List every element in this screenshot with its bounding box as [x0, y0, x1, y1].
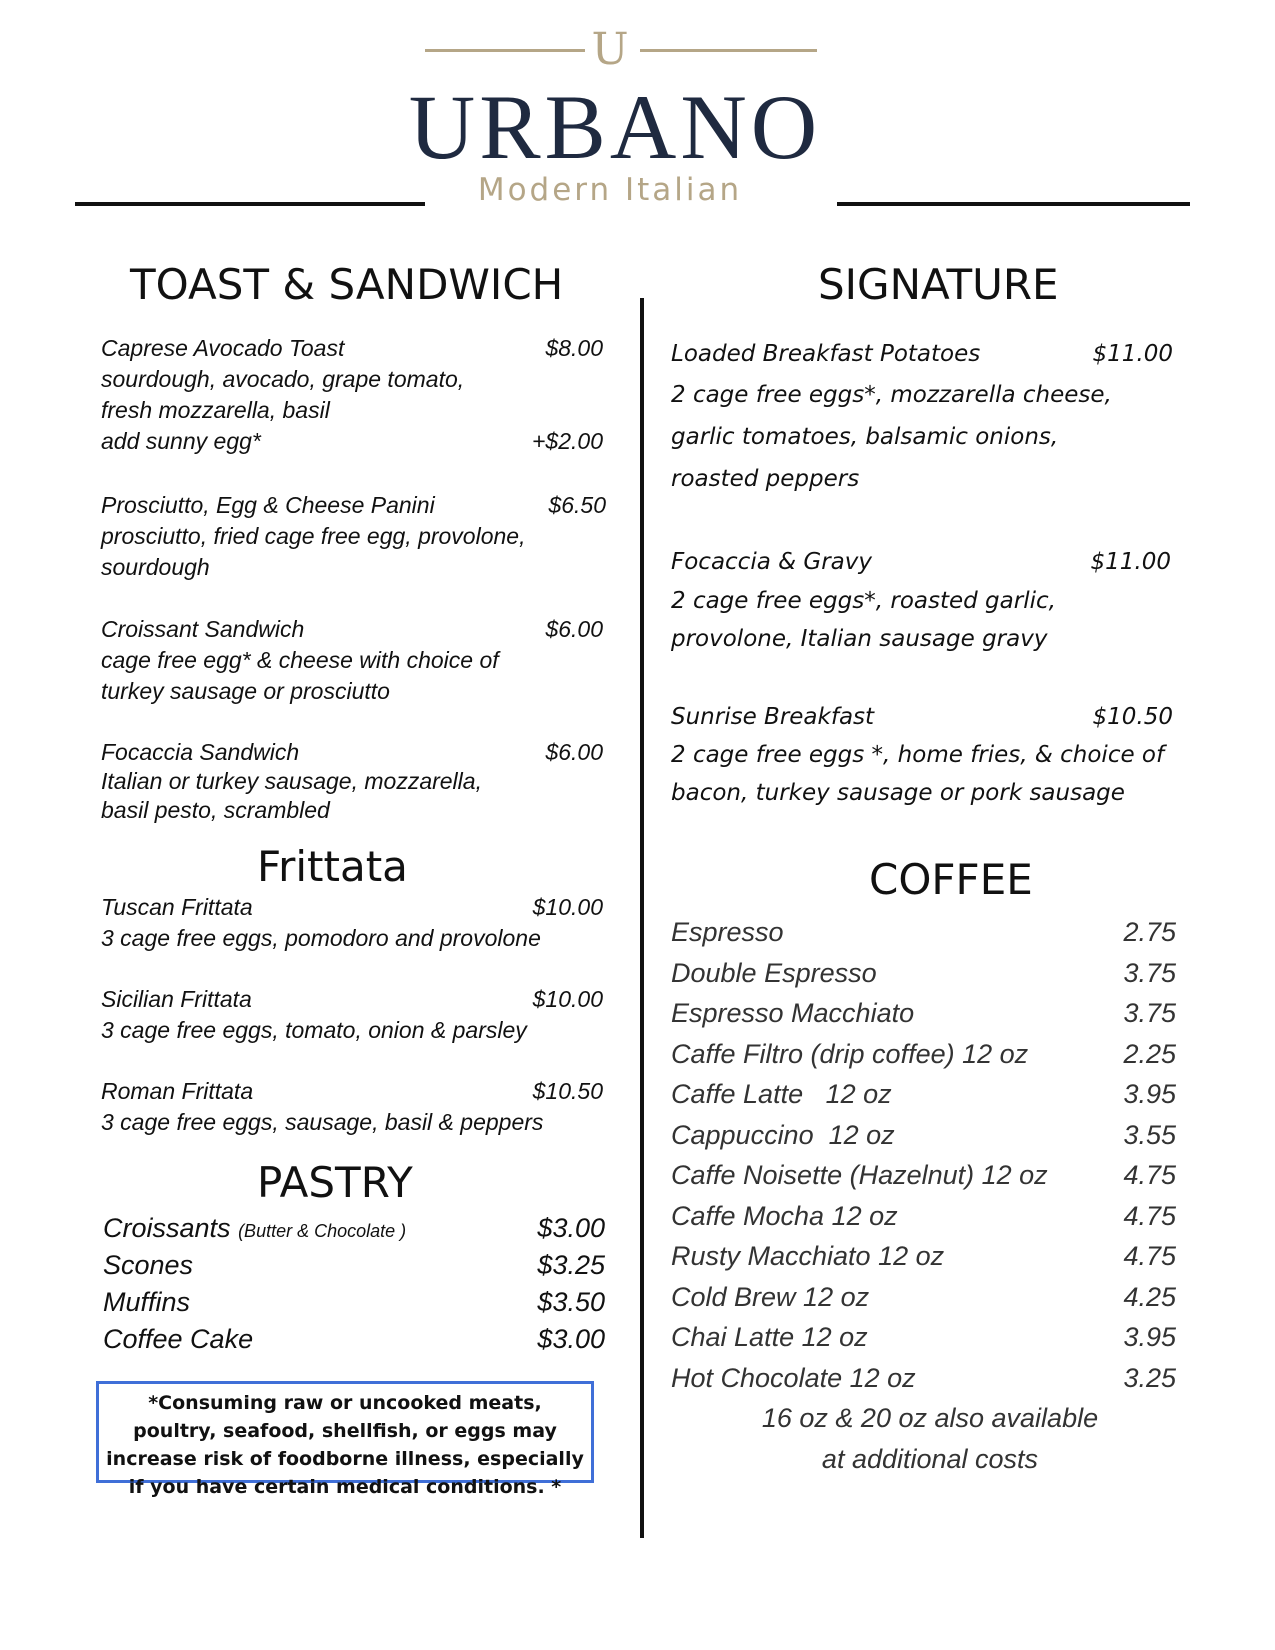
item-price: $3.25: [537, 1250, 605, 1280]
coffee-item: [671, 1155, 1176, 1196]
coffee-list: [671, 912, 1176, 1398]
brand-name: URBANO: [408, 76, 822, 178]
item-price: $11.00: [1092, 341, 1173, 367]
header-rule-right: [837, 202, 1190, 206]
item-price: 3.55: [1123, 1119, 1176, 1150]
item-price: 4.75: [1123, 1200, 1176, 1231]
coffee-item: [671, 1317, 1176, 1358]
logo-line-right: [640, 49, 817, 52]
item-name: Muffins: [103, 1287, 191, 1317]
item-price: $6.00: [545, 739, 603, 765]
logo-line-left: [425, 49, 585, 52]
menu-item-prosciutto-panini: [101, 490, 606, 583]
menu-item-focaccia-sandwich: [101, 738, 603, 825]
item-price: $3.50: [537, 1287, 605, 1317]
item-addon: add sunny egg*: [101, 428, 261, 454]
item-price: $10.00: [532, 986, 603, 1012]
item-name: Sicilian Frittata: [101, 986, 252, 1012]
menu-item-loaded-breakfast-potatoes: [671, 334, 1173, 500]
item-name: Prosciutto, Egg & Cheese Panini: [101, 492, 435, 518]
item-description: sourdough, avocado, grape tomato,: [101, 366, 465, 392]
item-name: Tuscan Frittata: [101, 894, 253, 920]
item-name: Croissants: [103, 1213, 231, 1243]
item-price: $11.00: [1090, 549, 1171, 575]
item-price: 4.25: [1123, 1281, 1176, 1312]
item-price: $8.00: [545, 335, 603, 361]
pastry-list: [103, 1210, 605, 1358]
item-price: 3.75: [1123, 957, 1176, 988]
coffee-item: [671, 1115, 1176, 1156]
coffee-item: [671, 1277, 1176, 1318]
pastry-item: [103, 1247, 605, 1284]
coffee-note-line: 16 oz & 20 oz also available: [761, 1403, 1099, 1433]
item-price: 3.75: [1123, 998, 1176, 1028]
item-name: Caffe Latte 12 oz: [671, 1079, 892, 1109]
menu-item-caprese-avocado-toast: [101, 333, 603, 457]
item-description: provolone, Italian sausage gravy: [671, 626, 1048, 652]
menu-item-focaccia-gravy: [671, 542, 1171, 658]
header-rule-left: [75, 202, 425, 206]
item-name: Double Espresso: [671, 957, 877, 988]
logo-monogram: U: [591, 24, 629, 75]
item-note: (Butter & Chocolate ): [238, 1221, 407, 1241]
section-title-frittata: Frittata: [257, 842, 408, 891]
item-name: Espresso: [671, 917, 784, 947]
item-name: Coffee Cake: [103, 1324, 254, 1354]
coffee-item: [671, 1034, 1176, 1075]
item-price: $6.00: [545, 616, 603, 642]
section-title-pastry: PASTRY: [257, 1158, 413, 1207]
item-name: Chai Latte 12 oz: [671, 1322, 868, 1352]
item-description: 2 cage free eggs*, roasted garlic,: [671, 588, 1056, 614]
item-description: bacon, turkey sausage or pork sausage: [671, 780, 1125, 806]
item-name: Sunrise Breakfast: [671, 704, 875, 730]
menu-item-tuscan-frittata: [101, 892, 603, 954]
item-price: $6.50: [548, 492, 606, 518]
coffee-item: [671, 993, 1176, 1034]
item-name: Caprese Avocado Toast: [101, 335, 345, 361]
coffee-size-note: [680, 1398, 1180, 1480]
item-price: 2.75: [1123, 917, 1176, 947]
item-description: 2 cage free eggs*, mozzarella cheese,: [671, 382, 1112, 408]
coffee-item: [671, 1196, 1176, 1237]
item-description: basil pesto, scrambled: [101, 797, 330, 823]
coffee-item: [671, 953, 1176, 994]
item-description: sourdough: [101, 554, 210, 580]
item-price: $10.50: [1092, 704, 1173, 730]
food-safety-disclaimer: *Consuming raw or uncooked meats, poultry, seafood, shellfish, or eggs may increase risk of foodborne illness, especially if you have certain medical conditions. *: [96, 1381, 594, 1483]
item-price: 2.25: [1123, 1038, 1176, 1069]
item-price: 4.75: [1123, 1160, 1176, 1190]
item-description: roasted peppers: [671, 466, 860, 492]
item-description: garlic tomatoes, balsamic onions,: [671, 424, 1059, 450]
coffee-item: [671, 912, 1176, 953]
item-name: Focaccia & Gravy: [671, 549, 872, 575]
item-description: turkey sausage or prosciutto: [101, 678, 390, 704]
item-price: 3.95: [1123, 1079, 1176, 1109]
item-description: Italian or turkey sausage, mozzarella,: [101, 768, 482, 794]
pastry-item: [103, 1321, 605, 1358]
item-name: Focaccia Sandwich: [101, 739, 300, 765]
item-name: Hot Chocolate 12 oz: [671, 1362, 916, 1393]
item-name: Roman Frittata: [101, 1078, 254, 1104]
item-name: Cappuccino 12 oz: [671, 1119, 895, 1150]
coffee-item: [671, 1074, 1176, 1115]
item-name: Caffe Mocha 12 oz: [671, 1200, 898, 1231]
menu-item-sunrise-breakfast: [671, 698, 1173, 812]
brand-tagline: Modern Italian: [477, 172, 743, 208]
item-description: prosciutto, fried cage free egg, provolone,: [101, 523, 526, 549]
menu-item-sicilian-frittata: [101, 984, 603, 1046]
item-name: Caffe Filtro (drip coffee) 12 oz: [671, 1038, 1029, 1069]
item-name: Espresso Macchiato: [671, 998, 915, 1028]
item-name: Cold Brew 12 oz: [671, 1281, 870, 1312]
item-description: 3 cage free eggs, sausage, basil & peppers: [101, 1109, 544, 1135]
item-price: $3.00: [537, 1324, 605, 1354]
coffee-item: [671, 1236, 1176, 1277]
item-price: $10.50: [532, 1078, 603, 1104]
column-divider: [640, 298, 644, 1538]
pastry-item: [103, 1284, 605, 1321]
item-addon-price: +$2.00: [532, 428, 603, 454]
item-price: 3.25: [1123, 1362, 1176, 1393]
menu-item-croissant-sandwich: [101, 614, 603, 707]
item-price: $10.00: [532, 894, 603, 920]
section-title-toast-sandwich: TOAST & SANDWICH: [130, 260, 564, 309]
item-name: Croissant Sandwich: [101, 616, 305, 642]
item-description: 3 cage free eggs, tomato, onion & parsley: [101, 1017, 527, 1043]
item-description: cage free egg* & cheese with choice of: [101, 647, 499, 673]
coffee-note-line: at additional costs: [821, 1444, 1039, 1474]
pastry-item: [103, 1210, 605, 1247]
section-title-coffee: COFFEE: [869, 855, 1033, 904]
coffee-item: [671, 1358, 1176, 1399]
section-title-signature: SIGNATURE: [818, 260, 1059, 309]
menu-item-roman-frittata: [101, 1076, 603, 1138]
item-name: Scones: [103, 1250, 194, 1280]
item-description: 2 cage free eggs *, home fries, & choice of: [671, 742, 1165, 768]
item-price: 4.75: [1123, 1241, 1176, 1271]
item-price: $3.00: [537, 1213, 605, 1243]
item-description: 3 cage free eggs, pomodoro and provolone: [101, 925, 541, 951]
item-price: 3.95: [1123, 1322, 1176, 1352]
item-description: fresh mozzarella, basil: [101, 397, 330, 423]
item-name: Rusty Macchiato 12 oz: [671, 1241, 945, 1271]
item-name: Loaded Breakfast Potatoes: [671, 341, 981, 367]
item-name: Caffe Noisette (Hazelnut) 12 oz: [671, 1160, 1048, 1190]
